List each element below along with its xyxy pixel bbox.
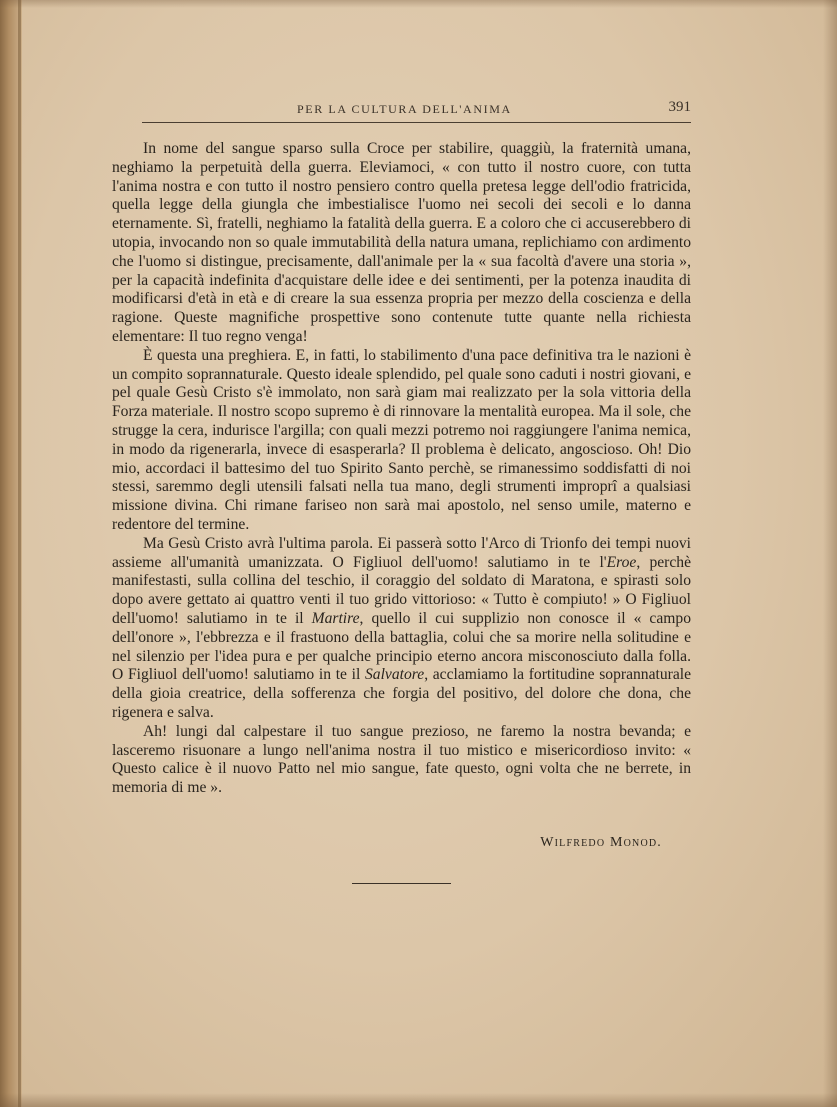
page-header [142, 100, 691, 122]
paragraph-1: In nome del sangue sparso sulla Croce per stabilire, quaggiù, la fraternità umana, neghiamo la perpetuità della guerra. Eleviamoci, « con tutto il nostro cuore, con tutta l'anima nostra e con tutto il nostro pensiero contro quella pretesa legge dell'odio fratricida, quella legge della giungla che imbestialisce l'uomo nei secoli dei secoli e lo danna eternamente. Sì, fratelli, neghiamo la fatalità della guerra. E a coloro che ci accuserebbero di utopia, invocando non so quale immutabilità della natura umana, replichiamo con ardimento che l'uomo si distingue, precisamente, dall'animale per la « sua facoltà d'avere una storia », per la capacità indefinita d'acquistare delle idee e dei sentimenti, per la potenza inaudita di modificarsi d'età in età e di creare la sua essenza propria per mezzo della coscienza e della ragione. Queste magnifiche prospettive sono contenute tutte quante nella richiesta elementare: Il tuo regno venga! [112, 140, 691, 345]
page-bottom-edge [0, 1093, 837, 1107]
paragraph-3-text-d: , acclamiamo la fortitudine soprannaturale della gioia creatrice, della sofferenza che forgia del positivo, del dolore che dona, che rigenera e salva. [112, 666, 691, 721]
italic-eroe: Eroe [606, 553, 637, 571]
header-rule [142, 122, 691, 123]
page-number: 391 [668, 99, 691, 115]
article-body [112, 140, 691, 798]
paragraph-4: Ah! lungi dal calpestare il tuo sangue prezioso, ne faremo la nostra bevanda; e lasceremo risuonare a lungo nell'anima nostra il tuo mistico e misericordioso invito: « Questo calice è il nuovo Patto nel mio sangue, fate questo, ogni volta che ne berrete, in memoria di me ». [112, 722, 691, 797]
italic-martire: Martire [311, 609, 360, 627]
paragraph-3-text-c: , quello il cui supplizio non conosce il « campo dell'onore », l'ebbrezza e il frastuono della battaglia, colui che sa morire nella solitudine e nel silenzio per l'idea pura e per qualche principio eterno ancora misconosciuto dalla folla. O Figliuol dell'uomo! salutiamo in te il [112, 609, 691, 684]
italic-salvatore: Salvatore [365, 666, 425, 684]
page-top-edge [0, 0, 837, 8]
running-head: PER LA CULTURA DELL'ANIMA [297, 102, 512, 116]
author-signature: Wilfredo Monod. [540, 835, 662, 850]
paragraph-3-text-b: , perchè manifestasti, sulla collina del teschio, il coraggio del soldato di Maratona, e spirasti solo dopo avere gettato ai quattro venti il tuo grido vittorioso: « Tutto è compiuto! » O Figliuol dell'uomo! salutiamo in te il [112, 553, 691, 627]
page-right-edge [823, 0, 837, 1107]
paragraph-3 [112, 535, 691, 723]
paragraph-2: È questa una preghiera. E, in fatti, lo stabilimento d'una pace definitiva tra le nazioni è un compito soprannaturale. Questo ideale splendido, pel quale sono caduti i nostri giovani, e pel quale Gesù Cristo s'è immolato, non sarà giam mai realizzato per la sola vittoria della Forza materiale. Il nostro scopo supremo è di rinnovare la mentalità europea. Ma il sole, che strugge la cera, indurisce l'argilla; con quali mezzi potremo noi raggiungere l'anima nemica, in modo da rigenerarla, invece di esasperarla? Il problema è delicato, angoscioso. Oh! Dio mio, accordaci il battesimo del tuo Spirito Santo perchè, se rimanessimo soddisfatti di noi stessi, saremmo degli utensili falsati nella tua mano, degli strumenti improprî a qualsiasi missione divina. Chi rimane fariseo non sarà mai apostolo, nel senso umile, materno e redentore del termine. [112, 346, 691, 533]
paragraph-3-text-a: Ma Gesù Cristo avrà l'ultima parola. Ei passerà sotto l'Arco di Trionfo dei tempi nuovi assieme all'umanità umanizzata. O Figliuol dell'uomo! salutiamo in te l' [112, 534, 691, 571]
end-rule [352, 883, 451, 884]
spine-shadow [18, 0, 21, 1107]
